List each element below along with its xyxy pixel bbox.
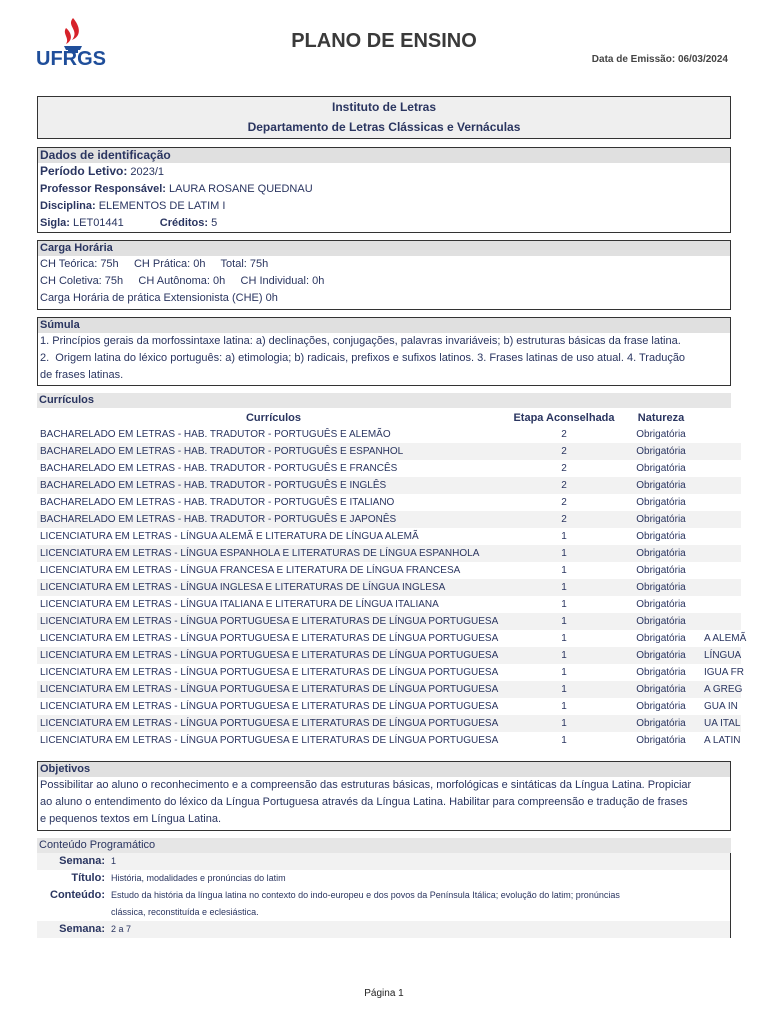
table-row — [37, 681, 741, 698]
summary-line-2: 2. Origem latina do léxico português: a) etimologia; b) radicais, prefixos e sufixos latinos. 3. Frases latinas de uso atual. 4. Tradução — [40, 352, 686, 364]
nature-cell: Obrigatória — [618, 681, 701, 698]
week-label: Semana: — [59, 855, 105, 867]
extra-cell — [701, 477, 741, 494]
extra-cell: UA ITAL — [701, 715, 741, 732]
period-line — [38, 163, 730, 181]
curriculum-cell: LICENCIATURA EM LETRAS - LÍNGUA PORTUGUESA E LITERATURAS DE LÍNGUA PORTUGUESA — [40, 701, 499, 712]
week-row — [37, 853, 730, 870]
objectives-section — [37, 761, 731, 831]
professor-label: Professor Responsável: — [40, 183, 166, 195]
page-title: PLANO DE ENSINO — [291, 30, 477, 52]
nature-cell: Obrigatória — [618, 647, 701, 664]
nature-cell: Obrigatória — [618, 443, 701, 460]
objectives-heading: Objetivos — [38, 762, 730, 777]
curriculum-cell: LICENCIATURA EM LETRAS - LÍNGUA PORTUGUESA E LITERATURAS DE LÍNGUA PORTUGUESA — [37, 715, 507, 732]
nature-cell: Obrigatória — [636, 531, 686, 542]
workload-line-3: Carga Horária de prática Extensionista (CHE) 0h — [40, 292, 278, 304]
stage-cell: 1 — [561, 599, 567, 610]
content-label: Conteúdo: — [50, 889, 105, 901]
table-row — [37, 511, 741, 528]
institution-box — [37, 96, 731, 139]
program-body — [37, 853, 731, 938]
nature-cell: Obrigatória — [636, 633, 686, 644]
period-label: Período Letivo: — [40, 164, 128, 178]
col-stage: Etapa Aconselhada — [513, 412, 615, 424]
curriculum-cell: LICENCIATURA EM LETRAS - LÍNGUA PORTUGUESA E LITERATURAS DE LÍNGUA PORTUGUESA — [37, 681, 507, 698]
table-row — [37, 460, 741, 477]
stage-cell: 1 — [561, 701, 567, 712]
week-value: 1 — [111, 856, 117, 866]
week-row — [37, 921, 730, 938]
stage-cell: 2 — [561, 497, 567, 508]
stage-cell: 1 — [507, 613, 618, 630]
title-label: Título: — [71, 872, 105, 884]
stage-cell: 2 — [507, 511, 618, 528]
table-row — [37, 613, 741, 630]
curricula-body — [37, 426, 747, 749]
logo-text: UFRGS — [36, 48, 106, 70]
table-row — [37, 647, 741, 664]
table-row — [37, 477, 741, 494]
extra-cell: A LATIN — [704, 735, 741, 746]
extra-cell — [701, 511, 741, 528]
stage-cell: 2 — [561, 463, 567, 474]
period-value: 2023/1 — [130, 166, 165, 178]
nature-cell: Obrigatória — [618, 545, 701, 562]
extra-cell: A ALEMÃ — [704, 633, 747, 644]
stage-cell: 2 — [561, 429, 567, 440]
nature-cell: Obrigatória — [618, 477, 701, 494]
curriculum-cell: BACHARELADO EM LETRAS - HAB. TRADUTOR - PORTUGUÊS E INGLÊS — [37, 477, 507, 494]
code-line — [38, 215, 730, 232]
program-section — [37, 838, 731, 938]
curriculum-cell: BACHARELADO EM LETRAS - HAB. TRADUTOR - PORTUGUÊS E ALEMÃO — [40, 429, 391, 440]
stage-cell: 2 — [507, 443, 618, 460]
content-row-cont — [37, 904, 730, 921]
credits-label: Créditos: — [159, 217, 209, 229]
extra-cell: GUA IN — [704, 701, 738, 712]
summary-section — [37, 317, 731, 386]
stage-cell: 1 — [561, 667, 567, 678]
objectives-line-1: Possibilitar ao aluno o reconhecimento e a compreensão das estruturas básicas, morfológicas e sintáticas da Língua Latina. Propiciar — [40, 779, 692, 791]
extra-cell — [701, 460, 741, 477]
extra-cell — [701, 596, 741, 613]
nature-cell: Obrigatória — [636, 463, 686, 474]
curriculum-cell: BACHARELADO EM LETRAS - HAB. TRADUTOR - PORTUGUÊS E JAPONÊS — [37, 511, 507, 528]
col-extra — [701, 410, 741, 426]
extra-cell — [701, 494, 741, 511]
nature-cell: Obrigatória — [636, 735, 686, 746]
week-label: Semana: — [59, 923, 105, 935]
curriculum-cell: LICENCIATURA EM LETRAS - LÍNGUA INGLESA E LITERATURAS DE LÍNGUA INGLESA — [37, 579, 507, 596]
nature-cell: Obrigatória — [636, 599, 686, 610]
curriculum-cell: LICENCIATURA EM LETRAS - LÍNGUA PORTUGUESA E LITERATURAS DE LÍNGUA PORTUGUESA — [40, 633, 499, 644]
table-row — [37, 664, 741, 681]
stage-cell: 1 — [561, 565, 567, 576]
identification-section — [37, 147, 731, 233]
summary-line-3: de frases latinas. — [40, 369, 124, 381]
table-row — [37, 579, 741, 596]
discipline-line — [38, 198, 730, 215]
workload-section — [37, 240, 731, 310]
department-name: Departamento de Letras Clássicas e Vernáculas — [247, 120, 521, 134]
curricula-heading: Currículos — [37, 393, 731, 408]
curriculum-cell: BACHARELADO EM LETRAS - HAB. TRADUTOR - PORTUGUÊS E ITALIANO — [40, 497, 395, 508]
table-row — [37, 562, 741, 579]
credits-value: 5 — [211, 217, 218, 229]
table-row — [37, 545, 741, 562]
extra-cell — [701, 579, 741, 596]
curriculum-cell: LICENCIATURA EM LETRAS - LÍNGUA FRANCESA E LITERATURA DE LÍNGUA FRANCESA — [40, 565, 461, 576]
workload-line-2: CH Coletiva: 75h CH Autônoma: 0h CH Individual: 0h — [40, 275, 325, 287]
stage-cell: 1 — [561, 531, 567, 542]
table-row — [37, 698, 741, 715]
summary-line-1: 1. Princípios gerais da morfossintaxe latina: a) declinações, conjugações, palavras invariáveis; b) estruturas básicas da frase latina. — [40, 335, 681, 347]
identification-heading: Dados de identificação — [38, 148, 730, 163]
curriculum-cell: LICENCIATURA EM LETRAS - LÍNGUA PORTUGUESA E LITERATURAS DE LÍNGUA PORTUGUESA — [37, 647, 507, 664]
nature-cell: Obrigatória — [618, 613, 701, 630]
stage-cell: 1 — [507, 647, 618, 664]
institute-name: Instituto de Letras — [331, 100, 436, 114]
stage-cell: 1 — [561, 633, 567, 644]
extra-cell — [701, 426, 741, 443]
table-row — [37, 630, 741, 647]
nature-cell: Obrigatória — [636, 565, 686, 576]
col-nature: Natureza — [637, 412, 685, 424]
emission-label: Data de Emissão: — [591, 54, 676, 65]
professor-line — [38, 181, 730, 198]
program-heading: Conteúdo Programático — [37, 838, 731, 853]
nature-cell: Obrigatória — [618, 579, 701, 596]
curriculum-cell: BACHARELADO EM LETRAS - HAB. TRADUTOR - PORTUGUÊS E ESPANHOL — [37, 443, 507, 460]
extra-cell — [701, 545, 741, 562]
workload-heading: Carga Horária — [38, 241, 730, 256]
extra-cell — [701, 613, 741, 630]
curriculum-cell: BACHARELADO EM LETRAS - HAB. TRADUTOR - PORTUGUÊS E FRANCÊS — [40, 463, 398, 474]
stage-cell: 1 — [507, 545, 618, 562]
stage-cell: 1 — [561, 735, 567, 746]
code-value: LET01441 — [73, 217, 124, 229]
content-value-line-2: clássica, reconstituída e eclesiástica. — [111, 907, 259, 917]
nature-cell: Obrigatória — [636, 429, 686, 440]
table-row — [37, 596, 741, 613]
table-row — [37, 732, 741, 749]
content-row — [37, 887, 730, 904]
emission-value: 06/03/2024 — [677, 54, 728, 65]
curriculum-cell: LICENCIATURA EM LETRAS - LÍNGUA PORTUGUESA E LITERATURAS DE LÍNGUA PORTUGUESA — [40, 667, 499, 678]
table-row — [37, 426, 741, 443]
discipline-label: Disciplina: — [40, 200, 96, 212]
stage-cell: 1 — [507, 579, 618, 596]
stage-cell: 1 — [507, 715, 618, 732]
title-value: História, modalidades e pronúncias do latim — [111, 873, 286, 883]
table-row — [37, 443, 741, 460]
nature-cell: Obrigatória — [636, 667, 686, 678]
table-row — [37, 715, 741, 732]
emission-date — [592, 54, 728, 65]
content-value-line-1: Estudo da história da língua latina no contexto do indo-europeu e dos povos da Península Itálica; evolução do latim; pronúncias — [111, 890, 620, 900]
extra-cell: A GREG — [701, 681, 741, 698]
objectives-line-3: e pequenos textos em Língua Latina. — [40, 813, 222, 825]
summary-heading: Súmula — [38, 318, 730, 333]
nature-cell: Obrigatória — [618, 715, 701, 732]
table-row — [37, 494, 741, 511]
curricula-section — [37, 393, 731, 408]
curricula-header-row — [37, 410, 741, 426]
curriculum-cell: LICENCIATURA EM LETRAS - LÍNGUA ESPANHOLA E LITERATURAS DE LÍNGUA ESPANHOLA — [37, 545, 507, 562]
extra-cell — [701, 443, 741, 460]
title-row — [37, 870, 730, 887]
stage-cell: 2 — [507, 477, 618, 494]
curricula-table — [37, 410, 747, 749]
col-curriculum: Currículos — [245, 412, 301, 424]
nature-cell: Obrigatória — [618, 511, 701, 528]
extra-cell — [701, 528, 741, 545]
curriculum-cell: LICENCIATURA EM LETRAS - LÍNGUA PORTUGUESA E LITERATURAS DE LÍNGUA PORTUGUESA — [40, 735, 499, 746]
extra-cell: IGUA FR — [704, 667, 745, 678]
nature-cell: Obrigatória — [636, 497, 686, 508]
curriculum-cell: LICENCIATURA EM LETRAS - LÍNGUA PORTUGUESA E LITERATURAS DE LÍNGUA PORTUGUESA — [37, 613, 507, 630]
extra-cell: LÍNGUA — [701, 647, 741, 664]
stage-cell: 1 — [507, 681, 618, 698]
curriculum-cell: LICENCIATURA EM LETRAS - LÍNGUA ITALIANA E LITERATURA DE LÍNGUA ITALIANA — [40, 599, 439, 610]
extra-cell — [701, 562, 741, 579]
page-number: Página 1 — [364, 988, 404, 999]
week-value: 2 a 7 — [111, 924, 132, 934]
objectives-line-2: ao aluno o entendimento do léxico da Língua Portuguesa através da Língua Latina. Habilitar para compreensão e tradução de frases — [40, 796, 688, 808]
nature-cell: Obrigatória — [636, 701, 686, 712]
curriculum-cell: LICENCIATURA EM LETRAS - LÍNGUA ALEMÃ E LITERATURA DE LÍNGUA ALEMÃ — [40, 531, 419, 542]
discipline-value: ELEMENTOS DE LATIM I — [98, 200, 226, 212]
code-label: Sigla: — [40, 217, 70, 229]
table-row — [37, 528, 741, 545]
workload-line-1: CH Teórica: 75h CH Prática: 0h Total: 75h — [40, 258, 269, 270]
professor-value: LAURA ROSANE QUEDNAU — [169, 183, 313, 195]
